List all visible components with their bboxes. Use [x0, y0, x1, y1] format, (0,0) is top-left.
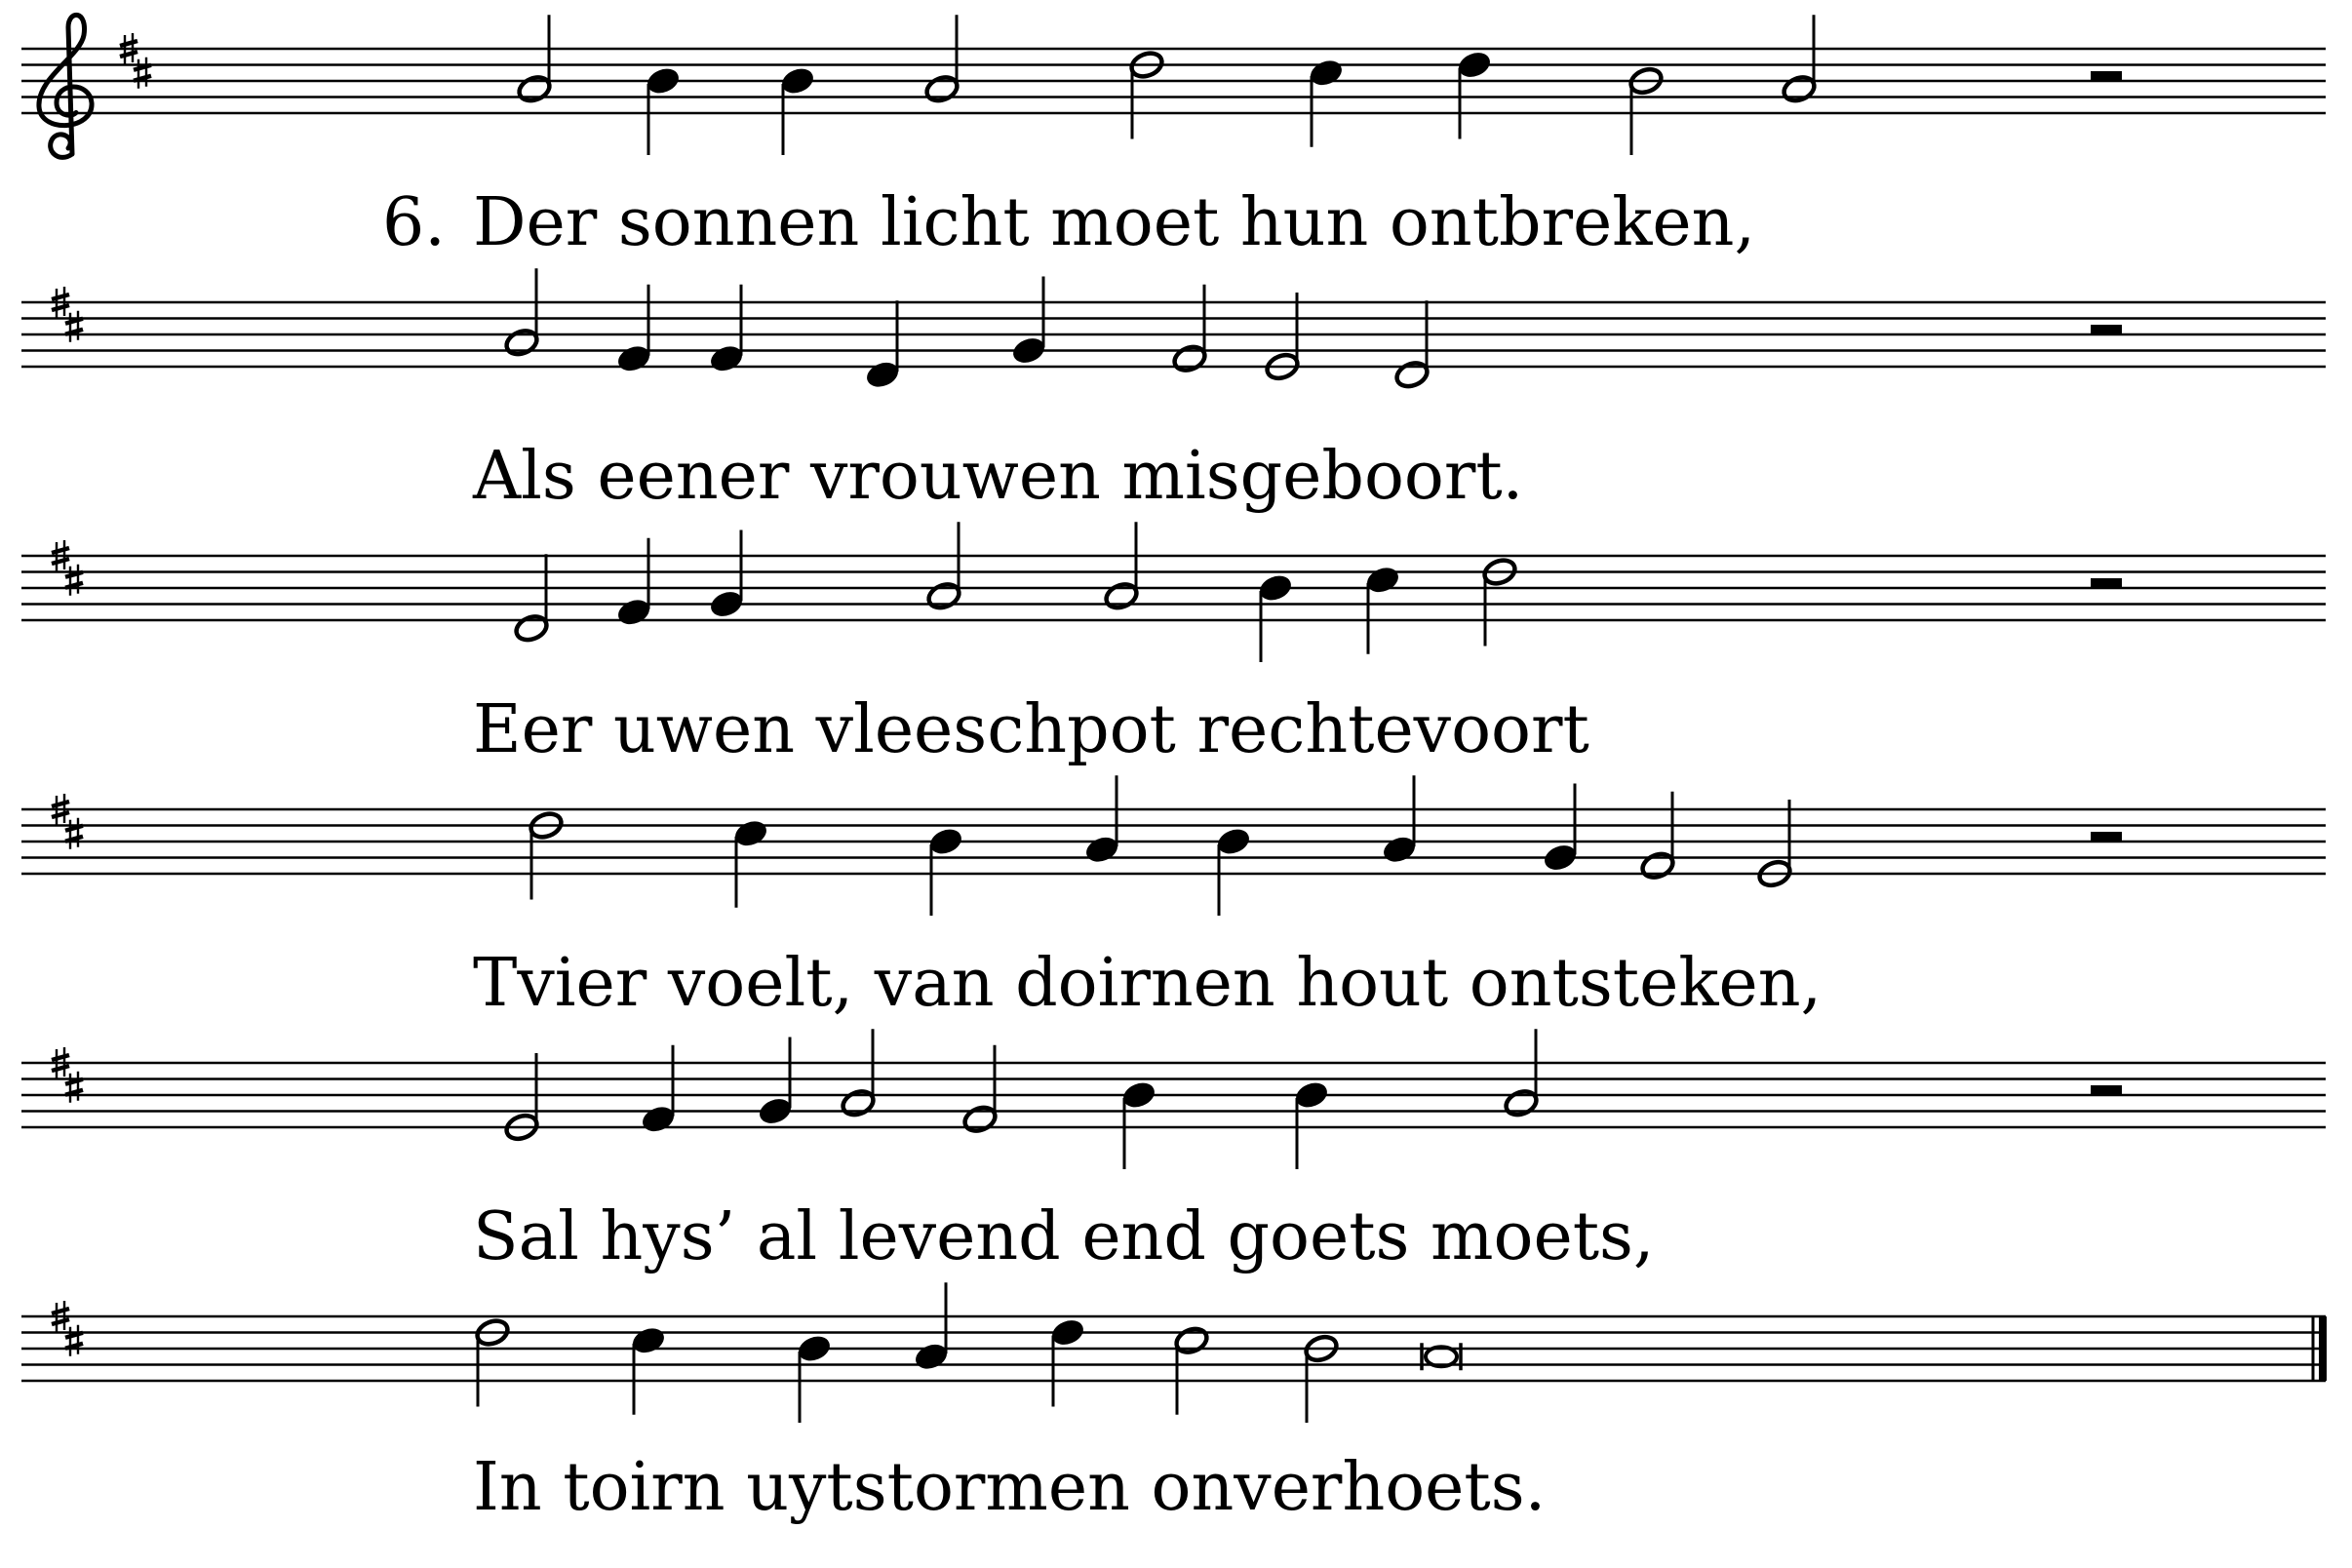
note — [927, 826, 964, 916]
note — [1503, 1029, 1540, 1118]
note — [503, 1053, 540, 1143]
note — [1264, 293, 1301, 382]
note — [1456, 49, 1493, 138]
note — [1103, 522, 1140, 611]
note — [630, 1325, 667, 1415]
note — [1381, 775, 1418, 865]
note — [1257, 572, 1294, 662]
note — [1171, 285, 1208, 374]
verse-number: 6. — [382, 184, 446, 261]
note — [1128, 49, 1165, 138]
staff-lines — [21, 1063, 2326, 1127]
note — [708, 285, 745, 374]
note — [1639, 792, 1676, 882]
note — [1293, 1079, 1330, 1169]
staff-1 — [21, 15, 2326, 157]
staff-3 — [21, 522, 2326, 662]
note — [528, 809, 565, 899]
staff-lines — [21, 1316, 2326, 1381]
note — [1542, 784, 1579, 874]
note — [913, 1282, 950, 1372]
staff-5 — [21, 1029, 2326, 1169]
note — [1364, 565, 1401, 654]
note — [1481, 556, 1518, 646]
note — [708, 530, 745, 620]
lyric-line-3: Eer uwen vleeschpot rechtevoort — [473, 691, 1589, 768]
staff-4 — [21, 775, 2326, 916]
sharp-c-icon — [65, 818, 83, 849]
note — [1422, 1343, 1461, 1370]
note — [615, 285, 652, 374]
sharp-c-icon — [65, 565, 83, 596]
lyric-line-1: Der sonnen licht moet hun ontbreken, — [473, 184, 1756, 261]
staff-2 — [21, 268, 2326, 390]
note — [732, 818, 769, 908]
lyric-line-6: In toirn uytstormen onverhoets. — [473, 1449, 1547, 1526]
half-rest — [2091, 325, 2122, 334]
note — [645, 65, 682, 155]
note — [640, 1045, 677, 1135]
half-rest — [2091, 578, 2122, 588]
note — [1049, 1316, 1086, 1406]
note — [1173, 1325, 1210, 1415]
staff-lines — [21, 49, 2326, 113]
note — [1215, 826, 1252, 916]
note — [779, 65, 816, 155]
sharp-c-icon — [65, 311, 83, 342]
note — [1627, 65, 1665, 155]
half-rest — [2091, 1085, 2122, 1095]
note — [923, 15, 960, 104]
note — [516, 15, 553, 104]
note — [474, 1316, 511, 1406]
lyric-line-5: Sal hys’ al levend end goets moets, — [473, 1198, 1655, 1275]
note — [1303, 1333, 1340, 1423]
treble-clef-icon — [39, 15, 92, 157]
staff-lines — [21, 809, 2326, 874]
note — [864, 300, 901, 390]
note — [1781, 15, 1818, 104]
note — [1756, 800, 1793, 889]
staff-6 — [21, 1282, 2327, 1423]
note — [1393, 300, 1431, 390]
sharp-c-icon — [65, 1325, 83, 1356]
note — [1010, 277, 1047, 367]
half-rest — [2091, 832, 2122, 842]
lyric-line-2: Als eener vrouwen misgeboort. — [473, 438, 1524, 515]
sharp-c-icon — [134, 58, 151, 89]
lyric-line-4: Tvier voelt, van doirnen hout ontsteken, — [473, 945, 1823, 1022]
note — [615, 538, 652, 628]
note — [1308, 58, 1345, 147]
note — [961, 1045, 999, 1135]
note — [796, 1333, 833, 1423]
staff-lines — [21, 556, 2326, 620]
note — [503, 268, 540, 358]
half-rest — [2091, 71, 2122, 81]
note — [513, 554, 550, 644]
sharp-c-icon — [65, 1072, 83, 1103]
note — [840, 1029, 877, 1118]
note — [925, 522, 962, 611]
note — [757, 1038, 794, 1127]
note — [1083, 775, 1120, 865]
note — [1120, 1079, 1157, 1169]
